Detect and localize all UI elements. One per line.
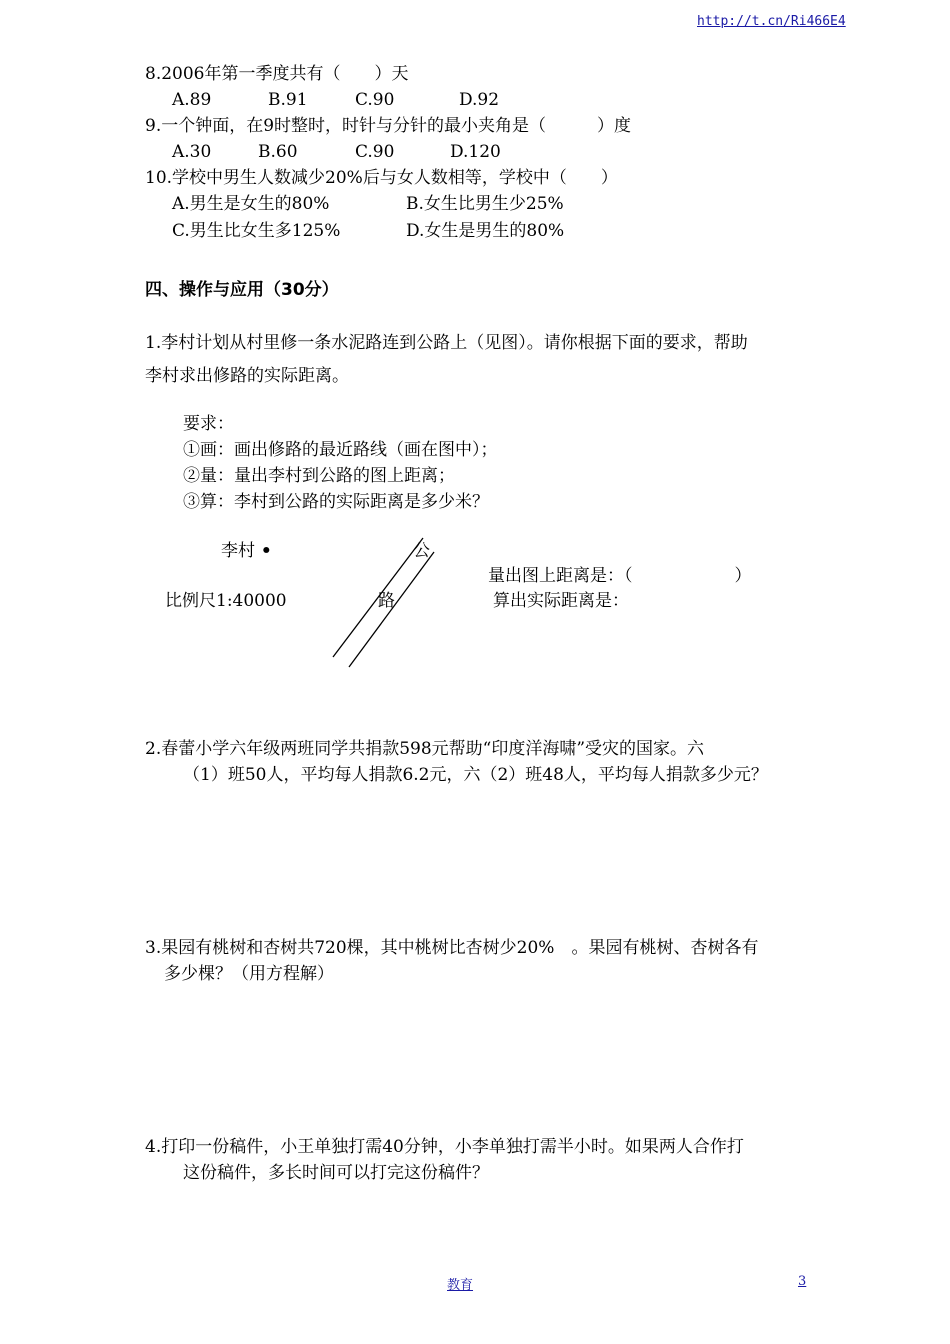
road-edge-left	[333, 538, 423, 657]
p2-line1: 2.春蕾小学六年级两班同学共捐款598元帮助“印度洋海啸”受灾的国家。六	[145, 739, 705, 759]
p1-requirement-2: ②量：量出李村到公路的图上距离；	[183, 466, 455, 486]
road-label-gong: 公	[413, 541, 430, 561]
p1-requirement-title: 要求：	[183, 414, 234, 434]
q10-option-c: C.男生比女生多125%	[172, 221, 341, 241]
section-title: 四、操作与应用（30分）	[145, 280, 339, 300]
village-name: 李村	[221, 541, 255, 561]
scale-label: 比例尺1:40000	[165, 591, 287, 611]
p3-line2: 多少棵？（用方程解）	[164, 964, 334, 984]
p1-line1: 1.李村计划从村里修一条水泥路连到公路上（见图）。请你根据下面的要求，帮助	[145, 333, 748, 353]
p3-line1: 3.果园有桃树和杏树共720棵，其中桃树比杏树少20% 。果园有桃树、杏树各有	[145, 938, 759, 958]
q10-option-b: B.女生比男生少25%	[406, 194, 564, 214]
q9-option-b: B.60	[258, 142, 298, 162]
p4-line2: 这份稿件，多长时间可以打完这份稿件？	[183, 1163, 489, 1183]
p4-line1: 4.打印一份稿件，小王单独打需40分钟，小李单独打需半小时。如果两人合作打	[145, 1137, 744, 1157]
header-link[interactable]: http://t.cn/Ri466E4	[697, 14, 846, 29]
q10-stem: 10.学校中男生人数减少20%后与女人数相等，学校中（ ）	[145, 168, 618, 188]
road-edge-right	[349, 552, 434, 667]
village-dot-icon: •	[255, 541, 272, 561]
q9-stem: 9.一个钟面，在9时整时，时针与分针的最小夹角是（ ）度	[145, 116, 632, 136]
page-number[interactable]: 3	[798, 1274, 807, 1289]
p1-requirement-3: ③算：李村到公路的实际距离是多少米？	[183, 492, 489, 512]
q10-option-a: A.男生是女生的80%	[172, 194, 330, 214]
footer-link[interactable]: 教育	[447, 1278, 474, 1293]
calc-answer-line: 算出实际距离是：	[493, 591, 629, 611]
q9-option-d: D.120	[450, 142, 501, 162]
q8-option-a: A.89	[172, 90, 212, 110]
measure-answer-line: 量出图上距离是：（ ）	[488, 566, 752, 586]
q9-option-a: A.30	[172, 142, 212, 162]
p1-line2: 李村求出修路的实际距离。	[145, 366, 349, 386]
q9-option-c: C.90	[355, 142, 395, 162]
p2-line2: （1）班50人，平均每人捐款6.2元，六（2）班48人，平均每人捐款多少元？	[183, 765, 768, 785]
q8-stem: 8.2006年第一季度共有（ ）天	[145, 64, 409, 84]
q8-option-d: D.92	[459, 90, 500, 110]
q10-option-d: D.女生是男生的80%	[406, 221, 565, 241]
q8-option-c: C.90	[355, 90, 395, 110]
q8-option-b: B.91	[268, 90, 308, 110]
p1-requirement-1: ①画：画出修路的最近路线（画在图中）；	[183, 440, 498, 460]
road-label-lu: 路	[378, 591, 395, 611]
